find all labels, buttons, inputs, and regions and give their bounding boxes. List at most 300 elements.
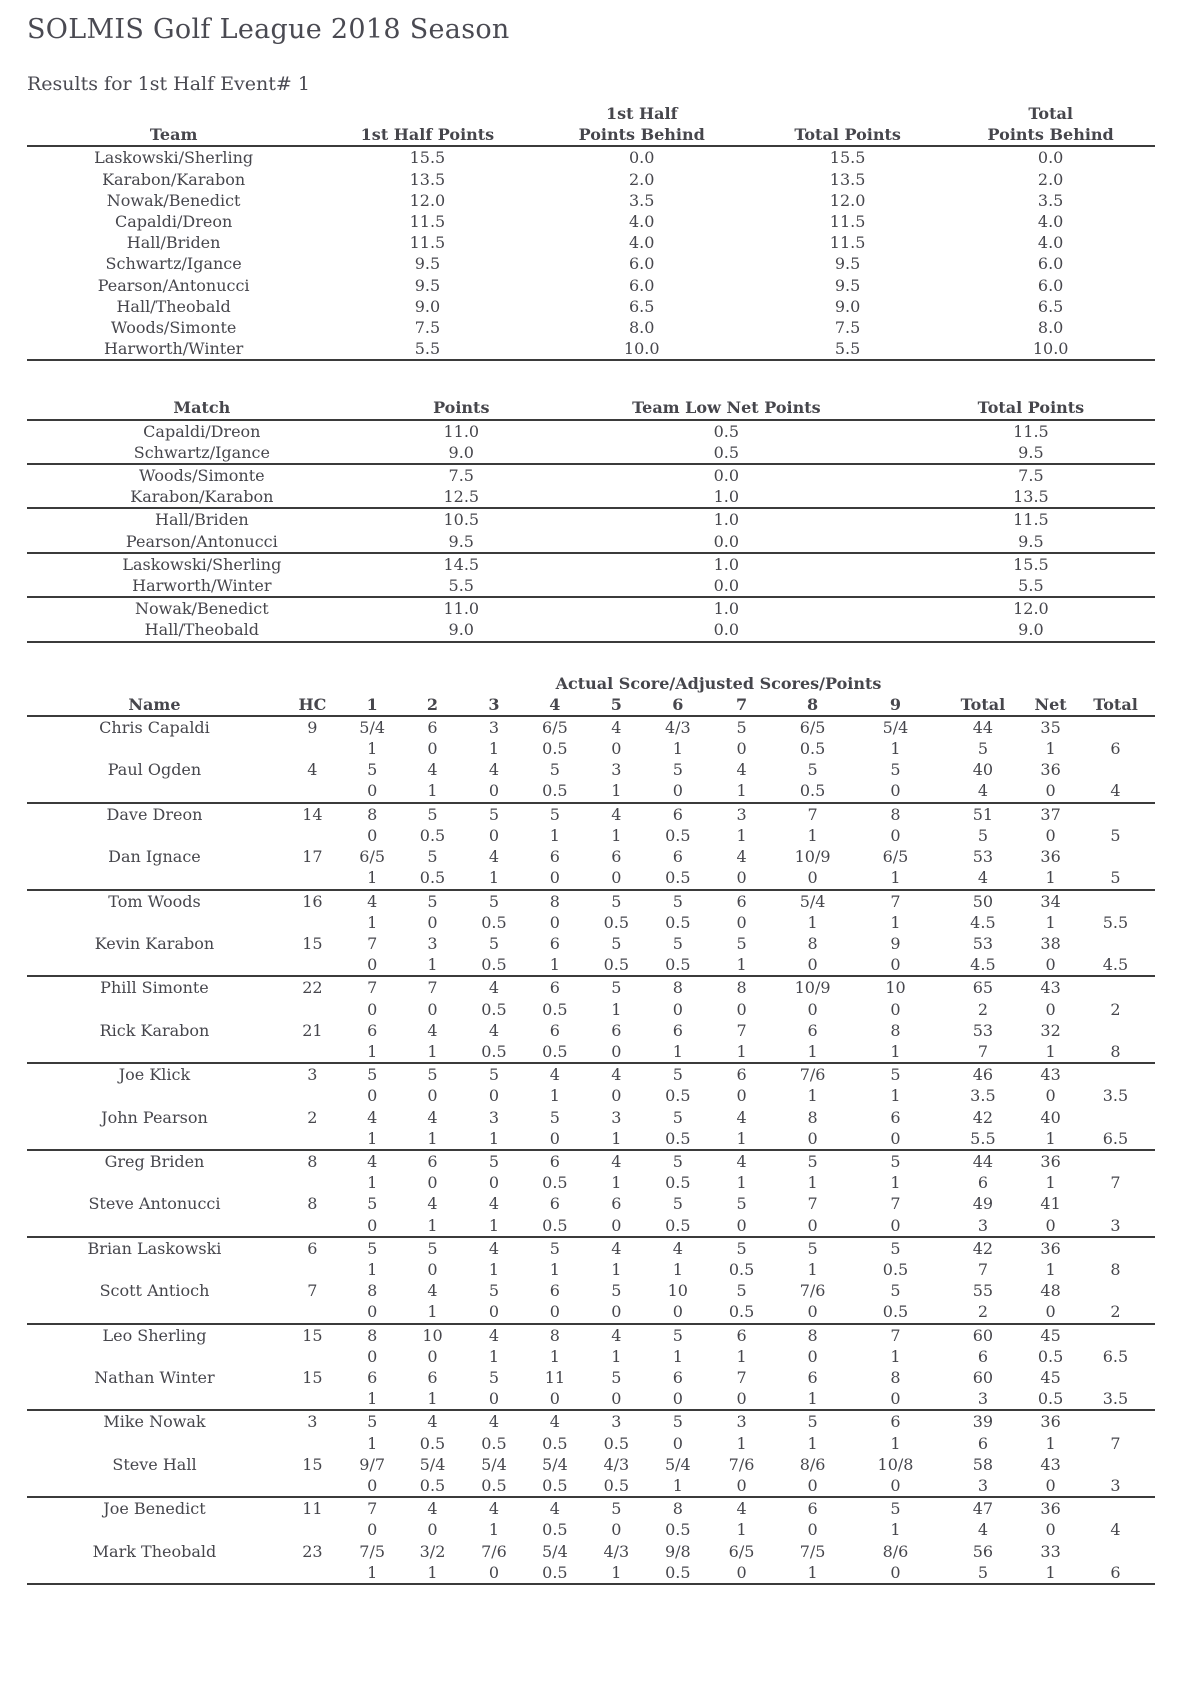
hole-4-score-cell: 6 [549, 978, 560, 998]
hole-6-points-cell: 0.5 [665, 825, 691, 845]
score-net-cell: 40 [1040, 1107, 1061, 1127]
points-grand-cell: 3 [1076, 1215, 1155, 1237]
scores-header-name: Name [27, 694, 282, 716]
hole-7-score-cell: 4 [736, 1499, 747, 1519]
hole-9-points-cell: 1 [890, 912, 901, 932]
hole-1-points-cell: 1 [367, 1433, 378, 1453]
hole-3-points-cell: 0.5 [481, 999, 507, 1019]
player-score-row [27, 846, 1155, 867]
points-net-cell: 0.5 [1037, 1346, 1064, 1366]
hole-6-score-cell: 5 [672, 1194, 683, 1214]
hole-6-points-cell: 0.5 [647, 867, 708, 889]
score-grand-empty-cell [1076, 1454, 1155, 1475]
player-name-cell: Brian Laskowski [87, 1238, 222, 1258]
score-total-cell: 53 [972, 1020, 994, 1040]
hole-9-score-cell: 10/8 [877, 1454, 914, 1474]
hole-4-points-cell: 0.5 [542, 739, 568, 759]
points-name-empty-cell [27, 954, 282, 976]
hole-4-points-cell: 0.5 [524, 1562, 585, 1584]
match-total-cell: 15.5 [1013, 554, 1049, 574]
player-name-cell: Nathan Winter [94, 1367, 215, 1387]
score-grand-empty-cell [1076, 1410, 1155, 1432]
score-total-cell: 42 [972, 1107, 994, 1127]
hole-9-points-cell: 0 [850, 1215, 940, 1237]
first-half-points-behind-cell: 8.0 [629, 318, 655, 338]
team-cell: Schwartz/Igance [105, 254, 242, 274]
total-points-cell: 15.5 [829, 148, 866, 168]
hole-8-points-cell: 0 [775, 867, 851, 889]
matches-header-low-net: Team Low Net Points [546, 397, 907, 419]
hole-8-points-cell: 0 [775, 1128, 851, 1150]
score-net-cell: 36 [1040, 1151, 1061, 1171]
points-name-empty-cell [27, 1041, 282, 1063]
hole-2-points-cell: 1 [401, 1215, 463, 1237]
hole-5-points-cell: 0.5 [603, 912, 630, 932]
player-hc-cell: 4 [307, 760, 318, 780]
hole-5-points-cell: 1 [611, 825, 622, 845]
player-points-row [27, 738, 1155, 759]
hole-9-points-cell: 1 [890, 739, 901, 759]
score-net-cell: 43 [1040, 1454, 1061, 1474]
hole-1-score-cell: 5 [367, 1412, 378, 1432]
player-score-row [27, 1324, 1155, 1346]
hole-1-score-cell: 7 [367, 933, 378, 953]
hole-2-score-cell: 7 [427, 978, 438, 998]
hole-7-score-cell: 6 [736, 891, 747, 911]
hole-6-score-cell: 4/3 [664, 717, 691, 737]
points-hc-empty-cell [282, 825, 343, 846]
hole-9-points-cell: 1 [850, 867, 940, 889]
first-half-points-cell: 11.5 [409, 233, 446, 253]
hole-4-points-cell: 0 [549, 912, 560, 932]
match-low-net-cell: 0.0 [546, 619, 907, 641]
player-name-cell: Paul Ogden [107, 760, 202, 780]
hole-3-score-cell: 5 [488, 891, 500, 911]
hole-1-points-cell: 1 [343, 867, 402, 889]
points-total-cell: 6 [977, 1346, 988, 1366]
hole-9-score-cell: 8 [890, 1020, 901, 1040]
hole-5-score-cell: 4/3 [603, 1454, 630, 1474]
hole-2-points-cell: 0 [427, 739, 438, 759]
hole-8-score-cell: 7 [807, 804, 818, 824]
points-total-cell: 5 [977, 739, 988, 759]
hole-9-score-cell: 6 [890, 1107, 901, 1127]
total-points-cell: 12.0 [829, 190, 866, 210]
hole-2-score-cell: 6 [427, 717, 438, 737]
hole-4-points-cell: 0.5 [524, 1041, 585, 1063]
hole-2-score-cell: 5 [427, 1065, 438, 1085]
hole-5-score-cell: 3 [611, 1107, 622, 1127]
player-name-cell: Dan Ignace [108, 847, 201, 867]
hole-4-score-cell: 4 [549, 1412, 560, 1432]
hole-8-score-cell: 7 [807, 1194, 818, 1214]
hole-2-points-cell: 0.5 [419, 825, 446, 845]
standings-header-row [27, 103, 1155, 146]
hole-5-points-cell: 0.5 [585, 954, 647, 976]
hole-5-points-cell: 1 [611, 1346, 622, 1366]
hole-9-score-cell: 5 [890, 1065, 901, 1085]
points-net-cell: 0 [1025, 1475, 1076, 1497]
points-net-cell: 1 [1045, 739, 1056, 759]
match-team-cell: Harworth/Winter [27, 575, 377, 597]
points-net-cell: 1 [1045, 1173, 1056, 1193]
hole-8-score-cell: 8 [807, 933, 818, 953]
player-name-cell: Steve Antonucci [88, 1194, 221, 1214]
hole-4-points-cell: 0.5 [542, 1520, 568, 1540]
points-hc-empty-cell [282, 1433, 343, 1454]
hole-3-points-cell: 0.5 [481, 1433, 507, 1453]
points-name-empty-cell [27, 1562, 282, 1584]
hole-3-score-cell: 4 [488, 1194, 500, 1214]
hole-1-score-cell: 6/5 [359, 847, 386, 867]
player-score-row [27, 1107, 1155, 1128]
player-name-cell: Phill Simonte [100, 978, 209, 998]
hole-5-points-cell: 0 [611, 1086, 622, 1106]
hole-2-points-cell: 1 [401, 1128, 463, 1150]
hole-3-points-cell: 1 [464, 867, 525, 889]
score-total-cell: 53 [972, 933, 994, 953]
match-team-cell: Hall/Briden [155, 510, 249, 530]
points-net-cell: 1 [1025, 1041, 1076, 1063]
points-hc-empty-cell [282, 1259, 343, 1280]
points-name-empty-cell [27, 1475, 282, 1497]
player-points-row [27, 999, 1155, 1020]
hole-7-score-cell: 7 [736, 1020, 747, 1040]
player-score-row [27, 976, 1155, 998]
hole-9-points-cell: 1 [890, 1346, 901, 1366]
hole-1-points-cell: 1 [367, 912, 378, 932]
hole-6-points-cell: 0.5 [647, 1128, 708, 1150]
score-grand-empty-cell [1076, 1020, 1155, 1041]
score-net-cell: 48 [1040, 1281, 1061, 1301]
player-hc-cell: 15 [302, 1325, 323, 1345]
hole-9-score-cell: 6 [890, 1412, 901, 1432]
hole-9-points-cell: 0 [890, 999, 901, 1019]
score-net-cell: 37 [1040, 804, 1061, 824]
hole-7-points-cell: 1 [708, 954, 775, 976]
hole-8-points-cell: 0 [775, 1215, 851, 1237]
hole-7-score-cell: 6 [736, 1065, 747, 1085]
standings-row [27, 253, 1155, 274]
match-total-cell: 12.0 [1013, 599, 1049, 619]
matches-header-total: Total Points [907, 397, 1155, 419]
player-hc-cell: 11 [302, 1499, 323, 1519]
hole-6-score-cell: 6 [672, 804, 683, 824]
hole-7-score-cell: 4 [736, 760, 747, 780]
hole-3-points-cell: 0 [488, 825, 500, 845]
hole-9-score-cell: 5 [890, 1281, 901, 1301]
hole-6-score-cell: 5 [672, 891, 683, 911]
match-low-net-cell: 1.0 [713, 599, 740, 619]
points-hc-empty-cell [282, 1346, 343, 1367]
player-points-row [27, 1475, 1155, 1497]
hole-7-points-cell: 1 [708, 1041, 775, 1063]
player-points-row [27, 1388, 1155, 1410]
match-points-cell: 9.0 [377, 442, 546, 464]
scores-header-grand-total: Total [1076, 694, 1155, 716]
hole-4-points-cell: 1 [549, 825, 560, 845]
player-name-cell: Scott Antioch [99, 1281, 210, 1301]
hole-7-points-cell: 0.5 [728, 1259, 755, 1279]
points-net-cell: 1 [1025, 1128, 1076, 1150]
player-hc-cell: 23 [302, 1541, 323, 1561]
score-grand-empty-cell [1076, 1541, 1155, 1562]
hole-4-points-cell: 0.5 [524, 1475, 585, 1497]
score-grand-empty-cell [1076, 846, 1155, 867]
points-grand-cell: 8 [1076, 1041, 1155, 1063]
first-half-points-cell: 9.5 [414, 254, 441, 274]
points-total-cell: 5.5 [941, 1128, 1026, 1150]
score-grand-empty-cell [1076, 1150, 1155, 1172]
score-net-cell: 45 [1040, 1367, 1061, 1387]
score-grand-empty-cell [1076, 1063, 1155, 1085]
match-team-cell: Pearson/Antonucci [27, 531, 377, 553]
match-team-cell: Nowak/Benedict [134, 599, 269, 619]
hole-9-points-cell: 1 [890, 1173, 901, 1193]
match-team-cell: Schwartz/Igance [27, 442, 377, 464]
hole-8-score-cell: 6 [807, 1367, 818, 1387]
standings-row [27, 338, 1155, 360]
score-total-cell: 60 [972, 1325, 994, 1345]
hole-6-points-cell: 1 [672, 739, 683, 759]
standings-row [27, 275, 1155, 296]
hole-2-points-cell: 0 [427, 1520, 438, 1540]
hole-2-points-cell: 1 [401, 1301, 463, 1323]
hole-3-points-cell: 1 [488, 1346, 500, 1366]
hole-4-score-cell: 5 [549, 760, 560, 780]
player-hc-cell: 2 [307, 1107, 318, 1127]
matches-header-row [27, 397, 1155, 419]
hole-9-score-cell: 10 [885, 978, 906, 998]
hole-1-points-cell: 0 [343, 780, 402, 802]
points-net-cell: 0 [1025, 1215, 1076, 1237]
hole-1-score-cell: 7 [367, 978, 378, 998]
player-points-row [27, 1433, 1155, 1454]
hole-1-points-cell: 1 [343, 1041, 402, 1063]
score-net-cell: 43 [1040, 978, 1061, 998]
hole-3-points-cell: 1 [464, 1128, 525, 1150]
total-points-cell: 11.5 [829, 233, 866, 253]
hole-9-points-cell: 0 [850, 1128, 940, 1150]
header-line-1: Total [1028, 104, 1073, 123]
match-total-cell: 9.5 [907, 531, 1155, 553]
hole-9-points-cell: 1 [890, 1520, 901, 1540]
hole-7-score-cell: 5 [736, 1281, 747, 1301]
hole-4-score-cell: 6 [549, 1194, 560, 1214]
hole-1-score-cell: 5 [367, 760, 378, 780]
score-net-cell: 33 [1040, 1541, 1061, 1561]
score-total-cell: 44 [972, 1151, 994, 1171]
hole-8-score-cell: 8 [807, 1107, 818, 1127]
hole-2-points-cell: 0.5 [419, 1433, 446, 1453]
match-points-cell: 7.5 [448, 466, 474, 486]
hole-3-score-cell: 4 [488, 978, 500, 998]
hole-9-points-cell: 0 [850, 954, 940, 976]
points-grand-cell: 5 [1110, 825, 1121, 845]
hole-8-score-cell: 5 [807, 760, 818, 780]
points-net-cell: 0 [1045, 1086, 1056, 1106]
scores-table [27, 694, 1155, 1585]
points-grand-cell: 2 [1110, 999, 1121, 1019]
hole-2-points-cell: 0 [427, 1259, 438, 1279]
hole-6-score-cell: 6 [672, 1020, 683, 1040]
hole-3-score-cell: 5 [488, 1367, 500, 1387]
hole-1-score-cell: 5 [367, 1065, 378, 1085]
hole-4-score-cell: 8 [549, 891, 560, 911]
player-hc-cell: 14 [302, 804, 323, 824]
hole-5-points-cell: 1 [585, 780, 647, 802]
hole-8-points-cell: 1 [775, 1562, 851, 1584]
player-points-row [27, 1301, 1155, 1323]
total-points-behind-cell: 3.5 [1037, 190, 1064, 210]
page-subtitle: Results for 1st Half Event# 1 [27, 73, 310, 95]
match-team-cell: Karabon/Karabon [27, 486, 377, 508]
hole-9-points-cell: 0 [850, 1388, 940, 1410]
first-half-points-cell: 13.5 [409, 169, 446, 189]
points-hc-empty-cell [282, 1475, 343, 1497]
hole-1-points-cell: 0 [367, 1086, 378, 1106]
hole-8-points-cell: 0 [775, 1301, 851, 1323]
hole-5-score-cell: 5 [611, 1499, 622, 1519]
hole-8-score-cell: 5 [807, 1151, 818, 1171]
points-net-cell: 0.5 [1025, 1388, 1076, 1410]
hole-6-points-cell: 0.5 [665, 1086, 691, 1106]
hole-2-score-cell: 5 [427, 891, 438, 911]
hole-8-points-cell: 1 [775, 1041, 851, 1063]
match-row [27, 486, 1155, 508]
score-grand-empty-cell [1076, 1367, 1155, 1388]
scores-header-hole-4: 4 [524, 694, 585, 716]
score-grand-empty-cell [1076, 759, 1155, 780]
hole-5-score-cell: 4 [611, 1065, 622, 1085]
team-cell: Woods/Simonte [110, 318, 237, 338]
points-grand-cell: 8 [1110, 1259, 1121, 1279]
hole-2-points-cell: 0 [427, 912, 438, 932]
player-score-row [27, 1541, 1155, 1562]
points-hc-empty-cell [282, 1301, 343, 1323]
hole-7-points-cell: 0 [736, 1086, 747, 1106]
hole-4-points-cell: 0 [524, 867, 585, 889]
player-points-row [27, 912, 1155, 933]
first-half-points-behind-cell: 6.0 [629, 275, 655, 295]
hole-3-points-cell: 0 [464, 1562, 525, 1584]
hole-8-score-cell: 8 [807, 1325, 818, 1345]
score-grand-empty-cell [1076, 933, 1155, 954]
points-hc-empty-cell [282, 1519, 343, 1540]
hole-5-points-cell: 0 [611, 739, 622, 759]
hole-8-score-cell: 6/5 [799, 717, 826, 737]
points-total-cell: 5 [941, 1562, 1026, 1584]
score-net-cell: 38 [1040, 933, 1061, 953]
hole-2-points-cell: 1 [401, 954, 463, 976]
total-points-behind-cell: 10.0 [1032, 339, 1069, 359]
hole-1-points-cell: 0 [343, 1215, 402, 1237]
hole-4-points-cell: 0.5 [542, 1173, 568, 1193]
hole-9-score-cell: 5/4 [882, 717, 909, 737]
points-grand-cell: 5.5 [1102, 912, 1129, 932]
hole-8-points-cell: 1 [807, 1433, 818, 1453]
scores-header-net: Net [1025, 694, 1076, 716]
hole-2-score-cell: 10 [422, 1325, 443, 1345]
hole-7-points-cell: 1 [736, 1520, 747, 1540]
team-cell: Laskowski/Sherling [94, 148, 254, 168]
hole-9-points-cell: 0 [850, 1475, 940, 1497]
points-total-cell: 2 [941, 1301, 1026, 1323]
points-grand-cell: 3.5 [1102, 1086, 1129, 1106]
hole-2-points-cell: 0 [427, 1086, 438, 1106]
hole-9-score-cell: 9 [890, 933, 901, 953]
hole-1-points-cell: 0 [367, 999, 378, 1019]
hole-8-score-cell: 7/5 [799, 1541, 826, 1561]
points-hc-empty-cell [282, 867, 343, 889]
points-grand-cell: 6.5 [1102, 1346, 1129, 1366]
player-hc-cell: 15 [302, 1454, 323, 1474]
total-points-behind-cell: 4.0 [1037, 233, 1064, 253]
hole-7-points-cell: 0 [736, 999, 747, 1019]
hole-4-points-cell: 1 [524, 954, 585, 976]
match-row [27, 553, 1155, 575]
hole-8-score-cell: 6 [807, 1020, 818, 1040]
points-name-empty-cell [27, 1259, 282, 1280]
hole-8-score-cell: 7/6 [799, 1281, 826, 1301]
points-total-cell: 3 [941, 1475, 1026, 1497]
first-half-points-cell: 11.5 [409, 212, 446, 232]
points-total-cell: 3 [941, 1388, 1026, 1410]
hole-1-points-cell: 1 [343, 1562, 402, 1584]
hole-6-points-cell: 0 [647, 1301, 708, 1323]
scores-header-hole-6: 6 [647, 694, 708, 716]
hole-3-points-cell: 0 [464, 1301, 525, 1323]
hole-6-points-cell: 0 [672, 1433, 683, 1453]
hole-9-score-cell: 8/6 [882, 1541, 909, 1561]
points-net-cell: 1 [1025, 1562, 1076, 1584]
hole-3-points-cell: 1 [488, 1259, 500, 1279]
team-cell: Karabon/Karabon [102, 169, 246, 189]
match-low-net-cell: 0.5 [546, 442, 907, 464]
hole-5-score-cell: 6 [611, 1020, 622, 1040]
player-points-row [27, 780, 1155, 802]
team-cell: Nowak/Benedict [106, 190, 241, 210]
hole-1-score-cell: 5 [367, 1238, 378, 1258]
score-grand-empty-cell [1076, 716, 1155, 738]
hole-7-points-cell: 1 [736, 1433, 747, 1453]
hole-9-score-cell: 7 [890, 1325, 901, 1345]
hole-1-points-cell: 0 [343, 1301, 402, 1323]
hole-3-points-cell: 1 [488, 1520, 500, 1540]
match-row [27, 575, 1155, 597]
match-total-cell: 9.0 [907, 619, 1155, 641]
hole-3-score-cell: 4 [488, 760, 500, 780]
points-total-cell: 2 [977, 999, 988, 1019]
hole-1-points-cell: 1 [367, 1173, 378, 1193]
score-net-cell: 36 [1040, 847, 1061, 867]
score-grand-empty-cell [1076, 1497, 1155, 1519]
hole-5-score-cell: 4 [611, 804, 622, 824]
match-low-net-cell: 0.0 [546, 531, 907, 553]
player-name-cell: Leo Sherling [102, 1325, 207, 1345]
hole-5-score-cell: 4 [611, 1325, 622, 1345]
hole-3-points-cell: 0.5 [481, 912, 507, 932]
hole-8-points-cell: 1 [807, 1259, 818, 1279]
hole-2-points-cell: 0.5 [401, 1475, 463, 1497]
score-total-cell: 40 [972, 760, 994, 780]
first-half-points-cell: 5.5 [414, 339, 441, 359]
hole-3-score-cell: 5 [488, 1281, 500, 1301]
hole-5-points-cell: 0.5 [603, 1433, 630, 1453]
hole-3-score-cell: 3 [488, 1107, 500, 1127]
hole-1-score-cell: 6 [367, 1020, 378, 1040]
standings-row [27, 296, 1155, 317]
